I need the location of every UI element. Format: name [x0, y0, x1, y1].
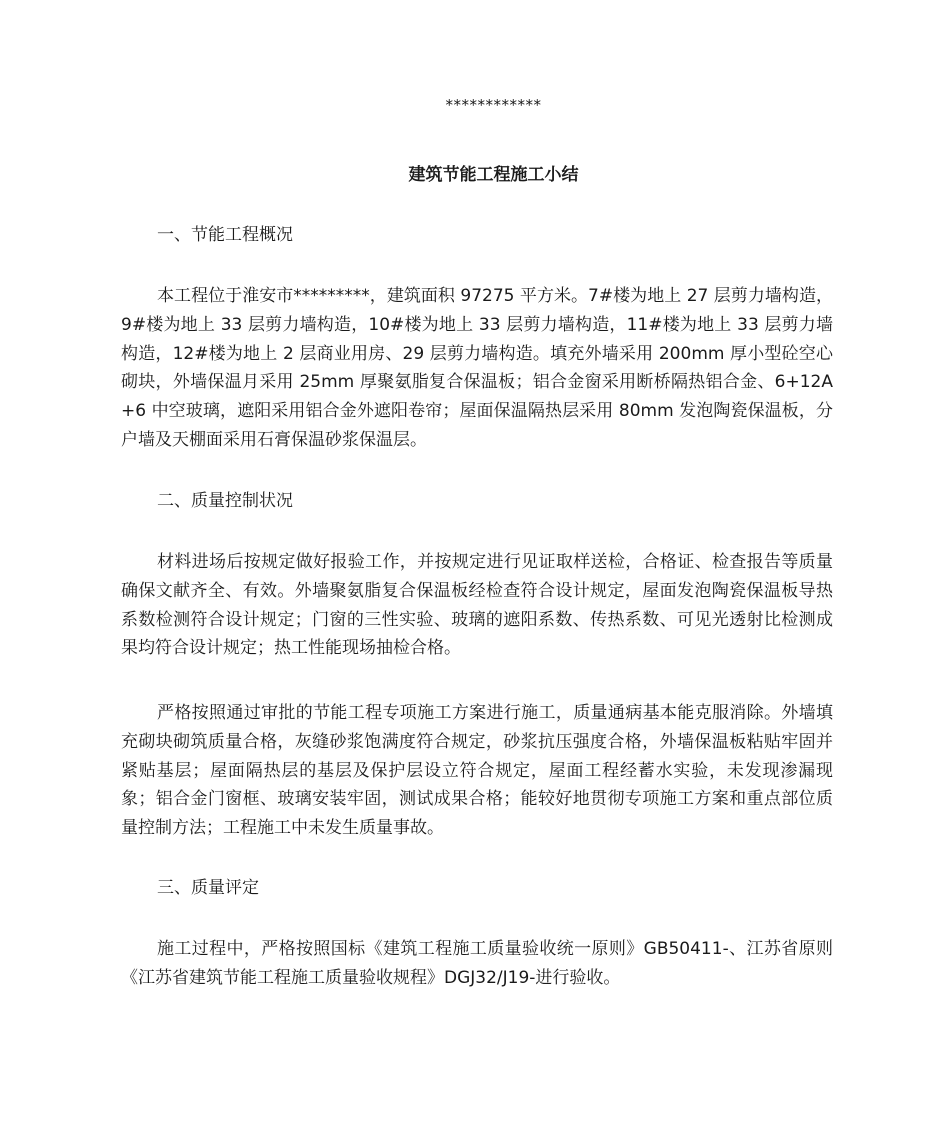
- paragraph-assessment: 施工过程中，严格按照国标《建筑工程施工质量验收统一原则》GB50411-、江苏省原则《江苏省建筑节能工程施工质量验收规程》DGJ32/J19-进行验收。: [121, 939, 833, 988]
- section-heading-overview: 一、节能工程概况: [157, 225, 293, 245]
- header-mark: ************: [445, 96, 542, 114]
- paragraph-construction: 严格按照通过审批的节能工程专项施工方案进行施工，质量通病基本能克服消除。外墙填充砌块砌筑质量合格，灰缝砂浆饱满度符合规定，砂浆抗压强度合格，外墙保温板粘贴牢固并紧贴基层；屋面隔热层的基层及保护层设立符合规定，屋面工程经蓄水实验，未发现渗漏现象；铝合金门窗框、玻璃安装牢固，测试成果合格；能较好地贯彻专项施工方案和重点部位质量控制方法；工程施工中未发生质量事故。: [121, 703, 833, 839]
- document-title: 建筑节能工程施工小结: [408, 165, 579, 185]
- section-heading-quality-assessment: 三、质量评定: [157, 878, 259, 898]
- paragraph-materials: 材料进场后按规定做好报验工作，并按规定进行见证取样送检，合格证、检查报告等质量确保文献齐全、有效。外墙聚氨脂复合保温板经检查符合设计规定，屋面发泡陶瓷保温板导热系数检测符合设计规定；门窗的三性实验、玻璃的遮阳系数、传热系数、可见光透射比检测成果均符合设计规定；热工性能现场抽检合格。: [121, 552, 833, 659]
- section-heading-quality-control: 二、质量控制状况: [157, 491, 293, 511]
- paragraph-overview: 本工程位于淮安市*********，建筑面积 97275 平方米。7#楼为地上 27 层剪力墙构造，9#楼为地上 33 层剪力墙构造，10#楼为地上 33 层剪力墙构造，11#楼为地上 33 层剪力墙构造，12#楼为地上 2 层商业用房、29 层剪力墙构造。填充外墙采用 200mm 厚小型砼空心砌块，外墙保温月采用 25mm 厚聚氨脂复合保温板；铝合金窗采用断桥隔热铝合金、6+12A+6 中空玻璃，遮阳采用铝合金外遮阳卷帘；屋面保温隔热层采用 80mm 发泡陶瓷保温板，分户墙及天棚面采用石膏保温砂浆保温层。: [121, 286, 833, 450]
